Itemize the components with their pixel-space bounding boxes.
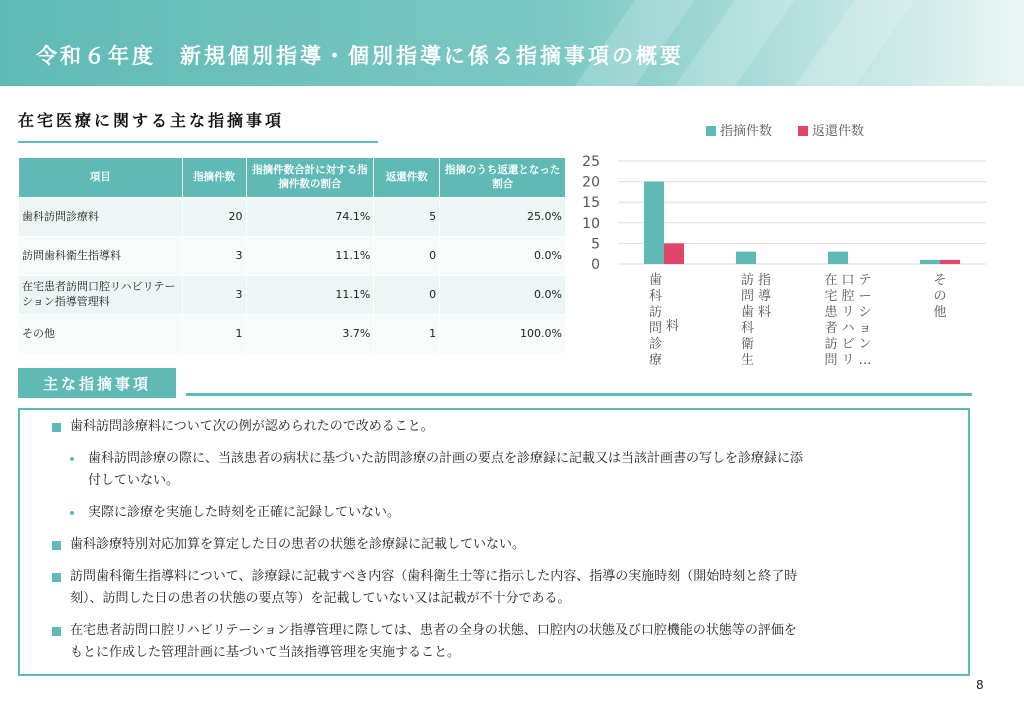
x-tick-label-char: ビ xyxy=(841,337,855,352)
main-findings-line xyxy=(186,393,972,396)
table-cell: 1 xyxy=(182,315,246,354)
x-tick-label-char: 問 xyxy=(824,353,838,368)
x-tick-label-char: 生 xyxy=(740,353,755,368)
dot-bullet-icon xyxy=(70,457,74,461)
table-cell: 1 xyxy=(374,315,440,354)
page-title: 令和６年度 新規個別指導・個別指導に係る指摘事項の概要 xyxy=(36,44,684,68)
legend-label-1: 指摘件数 xyxy=(720,124,773,139)
dot-bullet-icon xyxy=(70,511,74,515)
x-tick-label-char: ー xyxy=(858,289,872,304)
table-cell: 5 xyxy=(374,198,440,237)
square-bullet-icon xyxy=(52,541,61,550)
x-tick-label-char: 科 xyxy=(648,289,663,304)
table-row xyxy=(19,237,566,276)
x-tick-label-char: そ xyxy=(933,273,947,288)
legend-label-2: 返還件数 xyxy=(812,124,865,139)
legend-swatch-1 xyxy=(706,126,716,136)
table-cell: 3.7% xyxy=(246,315,374,354)
x-tick-label-char: 診 xyxy=(648,337,663,352)
finding-text: 歯科訪問診療料について次の例が認められたので改めること。 xyxy=(70,419,434,434)
finding-text: 訪問歯科衛生指導料について、診療録に記載すべき内容（歯科衛生士等に指示した内容、指導の実施時刻（開始時刻と終了時 xyxy=(70,569,798,584)
table-cell: 100.0% xyxy=(440,315,566,354)
x-tick-label-char: 患 xyxy=(824,305,838,320)
y-tick-label: 25 xyxy=(582,154,600,170)
finding-text-continued: 刻）、訪問した日の患者の状態の要点等）を記載していない又は記載が不十分である。 xyxy=(70,591,571,606)
bar-count xyxy=(828,252,848,264)
x-tick-label-char: 宅 xyxy=(824,289,838,304)
header-count: 指摘件数 xyxy=(182,158,246,198)
x-tick-label-char: 導 xyxy=(757,289,772,304)
x-tick-label-char: ン xyxy=(858,337,872,352)
y-tick-label: 20 xyxy=(582,174,600,191)
x-tick-label-char: 訪 xyxy=(824,337,838,352)
header-ratio: 指摘件数合計に対する指摘件数の割合 xyxy=(246,158,374,198)
findings-bar-chart xyxy=(578,116,1008,386)
findings-table xyxy=(18,157,566,354)
x-tick-label-char: 問 xyxy=(740,289,755,304)
x-tick-label-char: 口 xyxy=(841,273,855,288)
header-banner xyxy=(0,0,1024,86)
x-tick-label-char: ョ xyxy=(858,321,872,336)
table-cell: 0.0% xyxy=(440,276,566,315)
bar-return xyxy=(664,243,684,264)
finding-text-continued: もとに作成した管理計画に基づいて当該指導管理を実施すること。 xyxy=(70,645,461,660)
table-cell: 11.1% xyxy=(246,276,374,315)
table-cell: 訪問歯科衛生指導料 xyxy=(19,237,183,276)
main-findings-box xyxy=(18,408,970,676)
x-tick-label-char: 訪 xyxy=(740,273,755,288)
table-cell: 在宅患者訪問口腔リハビリテーション指導管理料 xyxy=(19,276,183,315)
finding-text: 実際に診療を実施した時刻を正確に記録していない。 xyxy=(88,505,401,520)
table-cell: 0 xyxy=(374,237,440,276)
table-cell: その他 xyxy=(19,315,183,354)
table-cell: 0.0% xyxy=(440,237,566,276)
x-tick-label-char: 科 xyxy=(740,321,755,336)
x-tick-label-char: シ xyxy=(858,305,872,320)
x-tick-label-char: 療 xyxy=(648,353,663,368)
x-tick-label-char: 他 xyxy=(933,305,947,320)
table-row xyxy=(19,315,566,354)
x-tick-label-char: 衛 xyxy=(740,337,755,352)
x-tick-label-char: テ xyxy=(858,273,872,288)
x-tick-label-char: … xyxy=(858,353,872,368)
table-cell: 3 xyxy=(182,237,246,276)
x-tick-label-char: 歯 xyxy=(648,273,663,288)
x-tick-label-char: 料 xyxy=(757,305,772,320)
finding-text: 在宅患者訪問口腔リハビリテーション指導管理に際しては、患者の全身の状態、口腔内の状態及び口腔機能の状態等の評価を xyxy=(70,623,797,638)
bar-count xyxy=(644,182,664,264)
x-tick-label-char: 料 xyxy=(665,319,680,334)
main-findings-tab: 主な指摘事項 xyxy=(18,368,176,398)
square-bullet-icon xyxy=(52,627,61,636)
table-cell: 3 xyxy=(182,276,246,315)
finding-text-continued: 付していない。 xyxy=(88,473,180,488)
x-tick-label-char: 者 xyxy=(824,321,838,336)
table-cell: 74.1% xyxy=(246,198,374,237)
section-underline xyxy=(18,141,378,143)
x-tick-label-char: リ xyxy=(841,353,855,368)
x-tick-label-char: 問 xyxy=(648,321,663,336)
x-tick-label-char: ハ xyxy=(841,321,855,336)
x-tick-label-char: 指 xyxy=(757,273,772,288)
table-cell: 20 xyxy=(182,198,246,237)
square-bullet-icon xyxy=(52,573,61,582)
header-return-ratio: 指摘のうち返還となった割合 xyxy=(440,158,566,198)
header-item: 項目 xyxy=(19,158,183,198)
x-tick-label-char: の xyxy=(933,289,947,304)
table-cell: 0 xyxy=(374,276,440,315)
table-row xyxy=(19,276,566,315)
x-tick-label-char: 訪 xyxy=(648,305,663,320)
y-tick-label: 5 xyxy=(591,236,600,253)
y-tick-label: 15 xyxy=(582,195,600,212)
x-tick-label-char: リ xyxy=(841,305,855,320)
bar-return xyxy=(940,260,960,264)
section-title: 在宅医療に関する主な指摘事項 xyxy=(18,111,285,130)
legend-swatch-2 xyxy=(798,126,808,136)
x-tick-label-char: 歯 xyxy=(740,305,755,320)
finding-text: 歯科訪問診療の際に、当該患者の病状に基づいた訪問診療の計画の要点を診療録に記載又は当該計画書の写しを診療録に添 xyxy=(88,451,804,466)
table-cell: 25.0% xyxy=(440,198,566,237)
x-tick-label-char: 腔 xyxy=(841,289,855,304)
table-cell: 11.1% xyxy=(246,237,374,276)
header-return-count: 返還件数 xyxy=(374,158,440,198)
table-cell: 歯科訪問診療料 xyxy=(19,198,183,237)
table-row xyxy=(19,198,566,237)
page-number: 8 xyxy=(976,678,984,692)
table-header-row xyxy=(19,158,566,198)
y-tick-label: 0 xyxy=(591,257,600,273)
square-bullet-icon xyxy=(52,423,61,432)
bar-count xyxy=(736,252,756,264)
bar-count xyxy=(920,260,940,264)
y-tick-label: 10 xyxy=(582,215,600,232)
x-tick-label-char: 在 xyxy=(824,273,838,288)
finding-text: 歯科診療特別対応加算を算定した日の患者の状態を診療録に記載していない。 xyxy=(70,537,526,552)
